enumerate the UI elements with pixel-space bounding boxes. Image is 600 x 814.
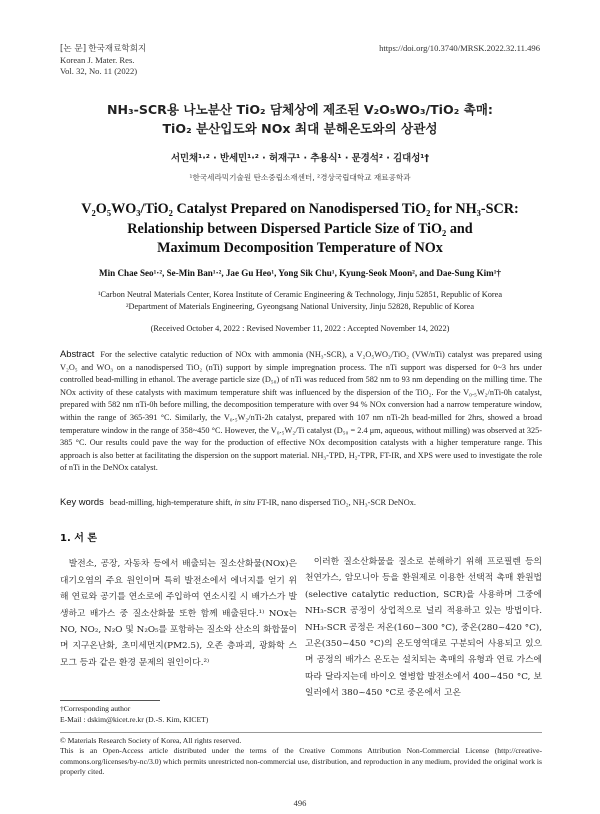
- license-divider: [60, 732, 542, 733]
- page-number: 496: [293, 798, 307, 808]
- title-english-line3: Maximum Decomposition Temperature of NOx: [157, 240, 443, 256]
- abstract-text: For the selective catalytic reduction of NOx with ammonia (NH₃-SCR), a V₂O₅WO₃/TiO₂ (VW/nTi) catalyst was prepared using V₂O₅ and WO₃ on a nanodispersed TiO₂ (nTi) support by simple impregnation process. The nTi support was dispersed for 0~3 hrs under controlled bead-milling in ethanol. The average particle size (D₅₀) of nTi was reduced from 582 nm to 93 nm depending on the milling time. The NOx activity of these catalysts with maximum temperature shift was influenced by the dispersion of the TiO₂. For the V₀.₅W₂/nTi-0h catalyst, prepared with 582 nm nTi-0h before milling, the decomposition temperature with over 94 % NOx conversion had a narrow temperature window, within the range of 365-391 °C. Similarly, the V₀.₅W₂/nTi-2h catalyst, prepared with 107 nm nTi-2h bead-milled for 2hrs, showed a broad temperature window in the range of 358~450 °C. However, the V₀.₅W₂/Ti catalyst (D₅₀ = 2.4 μm, aqueous, without milling) was observed at 325-385 °C. Our results could pave the way for the production of effective NOx decomposition catalysts with a higher temperature range. This approach is also better at facilitating the dispersion on the support material. NH₃-TPD, H₂-TPR, FT-IR, and XPS were used to investigate the role of nTi in the DeNOx catalyst.: [60, 350, 542, 473]
- title-korean: [40, 100, 560, 138]
- corresponding-author: †Corresponding author: [60, 704, 131, 713]
- affiliation-english-line2: ²Department of Materials Engineering, Gyeongsang National University, Jinju 52828, Republic of Korea: [125, 301, 475, 311]
- affiliation-english: [40, 289, 560, 312]
- keywords-label: Key words: [60, 496, 104, 507]
- received-dates: (Received October 4, 2022 : Revised November 11, 2022 : Accepted November 14, 2022): [150, 324, 450, 333]
- abstract-label: Abstract: [60, 348, 95, 359]
- abstract: [60, 348, 542, 475]
- author-email[interactable]: E-Mail : dskim@kicet.re.kr (D.-S. Kim, KICET): [60, 715, 209, 724]
- journal-name-en: Korean J. Mater. Res.: [60, 55, 135, 65]
- title-english: [40, 200, 560, 259]
- title-korean-line1: NH₃-SCR용 나노분산 TiO₂ 담체상에 제조된 V₂O₅WO₃/TiO₂ 촉매:: [107, 102, 493, 117]
- footnote-divider: [60, 700, 160, 701]
- license-block: [60, 736, 542, 777]
- license-text: This is an Open-Access article distributed under the terms of the Creative Commons Attribution Non-Commercial License (http://creative-commons.org/licenses/by-nc/3.0) which permits unrestricted non-commercial use, distribution, and reproduction in any medium, provided the original work is properly cited.: [60, 746, 542, 776]
- keywords-text-a: bead-milling, high-temperature shift,: [109, 498, 235, 507]
- authors-korean: 서민채¹·² · 반세민¹·² · 허재구¹ · 추용식¹ · 문경석² · 김대성¹†: [170, 153, 430, 164]
- body-paragraph: 발전소, 공장, 자동차 등에서 배출되는 질소산화물(NOx)은 대기오염의 주요 원인이며 특히 발전소에서 에너지를 얻기 위해 연료와 공기를 연소로에 주입하여 연소시킬 시 배가스가 발생하고 배가스 중 질소산화물 또한 함께 배출된다.¹⁾ NOx는 NO, NO₂, N₂O 및 N₂O₅를 포함하는 질소와 산소의 화합물이며 지구온난화, 초미세먼지(PM2.5), 오존 층파괴, 광화학 스모그 등과 같은 환경 문제의 원인이다.²⁾: [60, 559, 297, 668]
- keywords-text-b: FT-IR, nano dispersed TiO₂, NH₃-SCR DeNOx.: [254, 498, 417, 507]
- footnote: [60, 703, 208, 725]
- title-korean-line2: TiO₂ 분산입도와 NOx 최대 분해온도와의 상관성: [162, 121, 438, 136]
- section-heading: 1. 서 론: [60, 533, 98, 544]
- body-left-column: [60, 531, 297, 671]
- journal-header: [60, 43, 280, 77]
- body-paragraph-right: 이러한 질소산화물을 질소로 분해하기 위해 프로필렌 등의 천연가스, 암모니아 등을 환원제로 이용한 선택적 촉매 환원법(selective catalytic reduction, SCR)을 사용하며 그중에 NH₃-SCR 공정이 상업적으로 널리 적용하고 있는 방법이다. NH₃-SCR 공정은 저온(160~300 °C), 중온(280~420 °C), 고온(350~450 °C)의 온도영역대로 구분되어 사용되고 있으며 공정의 배가스 온도는 설치되는 촉매의 유형과 연료 가스에 따라 달라지는데 바이오 열병합 발전소에서 400~450 °C, 보일러에서 380~450 °C로 중온에서 고온: [305, 557, 542, 699]
- affiliation-english-line1: ¹Carbon Neutral Materials Center, Korea Institute of Ceramic Engineering & Technology, Jinju 52851, Republic of Korea: [97, 290, 503, 299]
- copyright-notice: © Materials Research Society of Korea, All rights reserved.: [60, 736, 242, 745]
- doi-link[interactable]: https://doi.org/10.3740/MRSK.2022.32.11.496: [379, 43, 540, 53]
- journal-name-ko: 한국재료학회지: [88, 44, 147, 54]
- article-category: [논 문]: [60, 44, 87, 54]
- keywords: [60, 496, 542, 507]
- title-english-line2: Relationship between Dispersed Particle Size of TiO₂ and: [127, 220, 473, 237]
- body-right-column: [305, 554, 542, 702]
- authors-english: Min Chae Seo¹·², Se-Min Ban¹·², Jae Gu Heo¹, Yong Sik Chu¹, Kyung-Seok Moon², and Dae-Sung Kim¹†: [99, 268, 501, 278]
- title-english-line1: V₂O₅WO₃/TiO₂ Catalyst Prepared on Nanodispersed TiO₂ for NH₃-SCR:: [81, 201, 519, 217]
- keywords-text-italic: in situ: [234, 498, 255, 507]
- journal-volume: Vol. 32, No. 11 (2022): [60, 66, 138, 76]
- affiliation-korean: ¹한국세라믹기술원 탄소중립소재센터, ²경상국립대학교 재료공학과: [189, 173, 411, 182]
